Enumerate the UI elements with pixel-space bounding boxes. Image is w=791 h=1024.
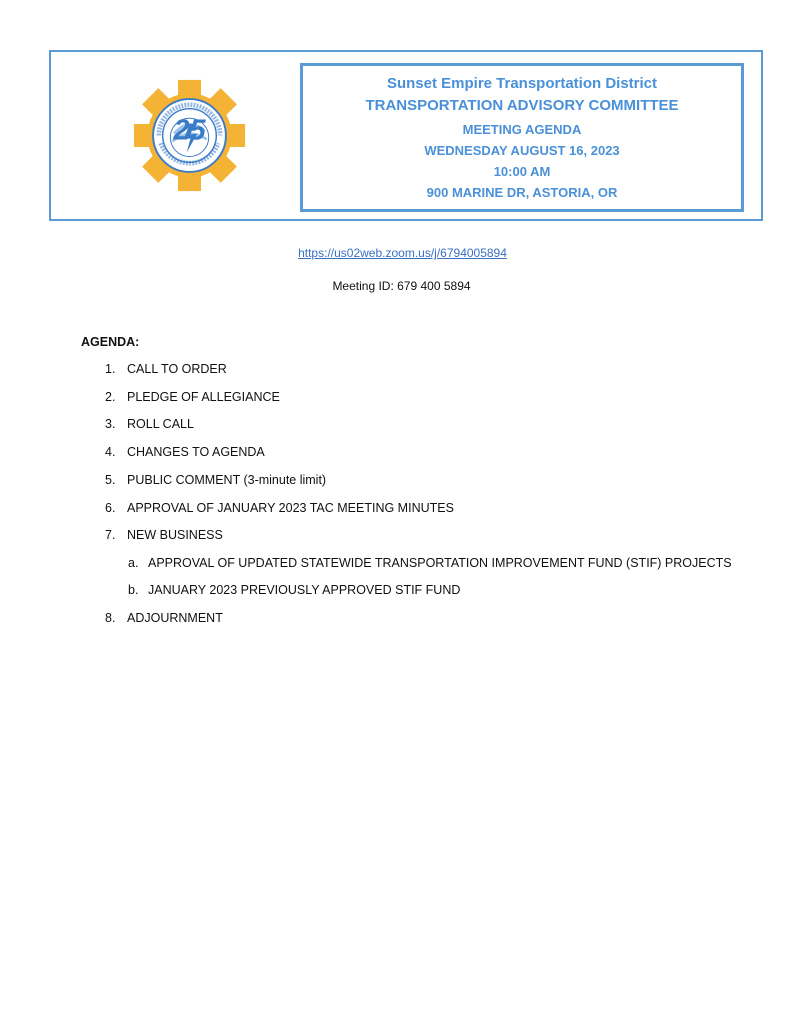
organization-name: Sunset Empire Transportation District (386, 75, 658, 92)
meeting-time: 10:00 AM (493, 164, 551, 179)
document-type: MEETING AGENDA (462, 122, 582, 137)
logo-number: 25 (173, 114, 206, 147)
item-number: b. (128, 583, 139, 597)
meeting-id: Meeting ID: 679 400 5894 (332, 279, 471, 293)
item-number: 4. (105, 445, 116, 459)
item-text: NEW BUSINESS (127, 528, 223, 542)
item-number: 7. (105, 528, 116, 542)
zoom-link[interactable]: https://us02web.zoom.us/j/6794005894 (298, 246, 507, 260)
title-box (300, 63, 744, 212)
meeting-location: 900 MARINE DR, ASTORIA, OR (426, 185, 618, 200)
district-logo (132, 78, 247, 193)
item-number: a. (128, 556, 139, 570)
item-text: PLEDGE OF ALLEGIANCE (127, 390, 280, 404)
item-text: ADJOURNMENT (127, 611, 223, 625)
item-number: 1. (105, 362, 116, 376)
item-number: 3. (105, 417, 116, 431)
item-text: JANUARY 2023 PREVIOUSLY APPROVED STIF FUND (148, 583, 461, 597)
item-text: CHANGES TO AGENDA (127, 445, 265, 459)
committee-name: TRANSPORTATION ADVISORY COMMITTEE (365, 97, 679, 114)
item-text: APPROVAL OF UPDATED STATEWIDE TRANSPORTATION IMPROVEMENT FUND (STIF) PROJECTS (148, 556, 732, 570)
item-number: 2. (105, 390, 116, 404)
item-text: APPROVAL OF JANUARY 2023 TAC MEETING MINUTES (127, 501, 454, 515)
item-number: 8. (105, 611, 116, 625)
item-text: ROLL CALL (127, 417, 194, 431)
item-number: 6. (105, 501, 116, 515)
agenda-heading: AGENDA: (81, 335, 140, 349)
item-text: PUBLIC COMMENT (3-minute limit) (127, 473, 327, 487)
item-number: 5. (105, 473, 116, 487)
item-text: CALL TO ORDER (127, 362, 227, 376)
meeting-date: WEDNESDAY AUGUST 16, 2023 (424, 143, 620, 158)
